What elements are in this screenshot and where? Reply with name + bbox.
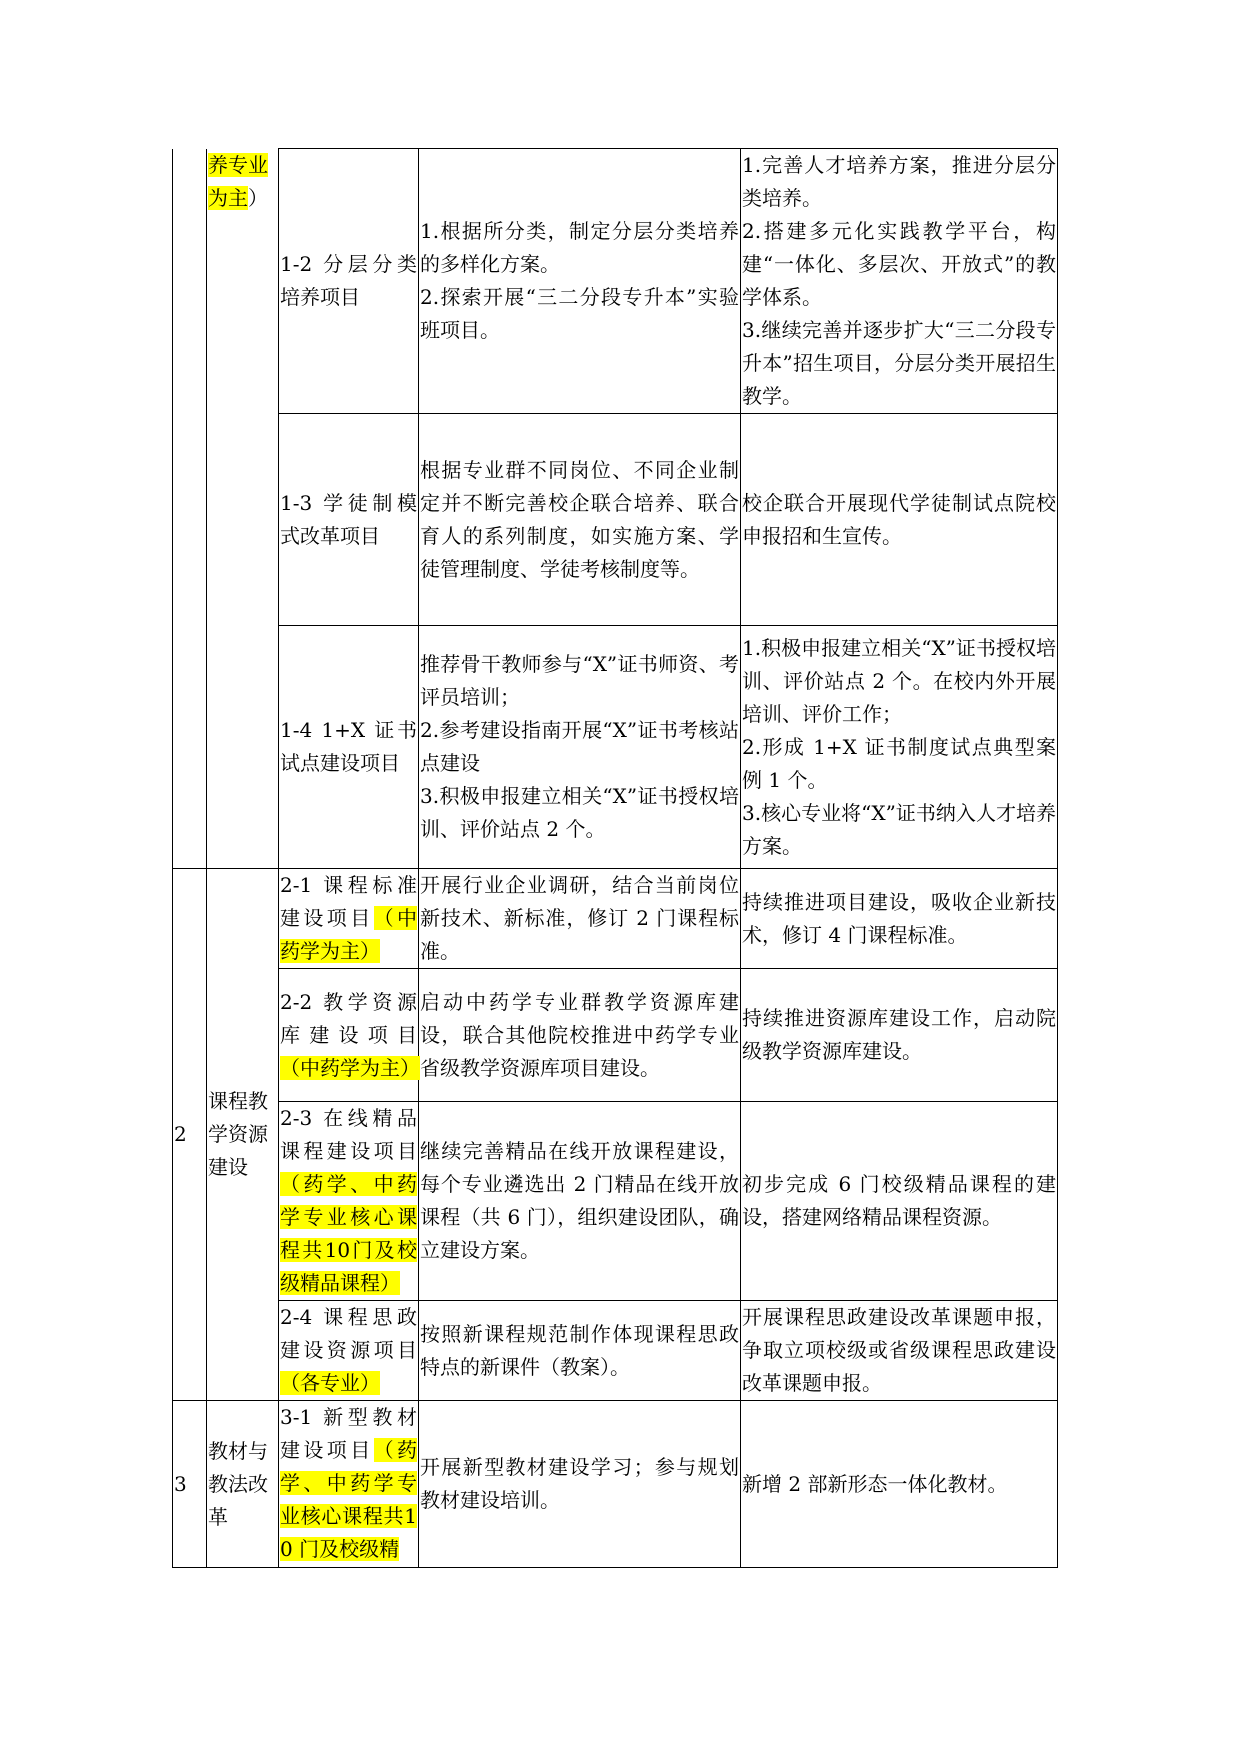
category-cell (207, 149, 279, 869)
table-row (173, 869, 1058, 969)
plan-2022-cell: 校企联合开展现代学徒制试点院校申报招和生宣传。 (741, 414, 1058, 626)
plan-2021-cell: 1.根据所分类，制定分层分类培养的多样化方案。 2.探索开展“三二分段专升本”实验班项目。 (419, 149, 741, 414)
table-row (173, 149, 1058, 414)
table-row (173, 626, 1058, 869)
plan-2022-cell: 新增 2 部新形态一体化教材。 (741, 1401, 1058, 1568)
project-scope-highlight: （中药学为主） (280, 906, 418, 963)
project-cell: 1-3 学徒制模式改革项目 (279, 414, 419, 626)
plan-2021-cell: 开展行业企业调研，结合当前岗位新技术、新标准，修订 2 门课程标准。 (419, 869, 741, 969)
plan-2021-cell: 按照新课程规范制作体现课程思政特点的新课件（教案）。 (419, 1301, 741, 1401)
project-cell: 1-2 分层分类培养项目 (279, 149, 419, 414)
category-highlight: 养专业为主 (208, 152, 268, 210)
plan-2022-cell: 持续推进项目建设，吸收企业新技术，修订 4 门课程标准。 (741, 869, 1058, 969)
plan-2022-cell: 1.积极申报建立相关“X”证书授权培训、评价站点 2 个。在校内外开展培训、评价工作； 2.形成 1+X 证书制度试点典型案例 1 个。 3.核心专业将“X”证书纳入人才培养方案。 (741, 626, 1058, 869)
plan-2021-cell: 继续完善精品在线开放课程建设，每个专业遴选出 2 门精品在线开放课程（共 6 门），组织建设团队，确立建设方案。 (419, 1102, 741, 1301)
category-text: ） (248, 185, 268, 210)
project-scope-highlight: （中药学为主） (280, 1055, 420, 1080)
row-number-cell: 3 (173, 1401, 207, 1568)
project-cell: 3-1 新型教材建设项目（药学、中药学专业核心课程共10 门及校级精 (279, 1401, 419, 1568)
plan-2022-cell: 开展课程思政建设改革课题申报，争取立项校级或省级课程思政建设改革课题申报。 (741, 1301, 1058, 1401)
category-cell: 教材与教法改革 (207, 1401, 279, 1568)
project-scope-highlight: （各专业） (280, 1371, 380, 1395)
project-scope-highlight: （药学、中药学专业核心课程共10 门及校级精 (280, 1438, 418, 1561)
plan-2022-cell: 初步完成 6 门校级精品课程的建设，搭建网络精品课程资源。 (741, 1102, 1058, 1301)
plan-2021-cell: 根据专业群不同岗位、不同企业制定并不断完善校企联合培养、联合育人的系列制度，如实施方案、学徒管理制度、学徒考核制度等。 (419, 414, 741, 626)
table-row (173, 1301, 1058, 1401)
project-cell: 2-3 在线精品课程建设项目（药学、中药学专业核心课程共10门及校级精品课程） (279, 1102, 419, 1301)
construction-plan-table (172, 148, 1058, 1568)
plan-2021-cell: 推荐骨干教师参与“X”证书师资、考评员培训； 2.参考建设指南开展“X”证书考核站点建设 3.积极申报建立相关“X”证书授权培训、评价站点 2 个。 (419, 626, 741, 869)
project-cell: 2-4 课程思政建设资源项目（各专业） (279, 1301, 419, 1401)
table-row (173, 414, 1058, 626)
plan-2022-cell: 1.完善人才培养方案，推进分层分类培养。 2.搭建多元化实践教学平台，构建“一体化、多层次、开放式”的教学体系。 3.继续完善并逐步扩大“三二分段专升本”招生项目，分层分类开展招生教学。 (741, 149, 1058, 414)
table-row (173, 1401, 1058, 1568)
plan-2022-cell: 持续推进资源库建设工作，启动院级教学资源库建设。 (741, 969, 1058, 1102)
row-number-cell (173, 149, 207, 869)
row-number-cell: 2 (173, 869, 207, 1401)
project-cell: 2-1 课程标准建设项目（中药学为主） (279, 869, 419, 969)
table-row (173, 969, 1058, 1102)
plan-2021-cell: 开展新型教材建设学习；参与规划教材建设培训。 (419, 1401, 741, 1568)
project-scope-highlight: （药学、中药学专业核心课程共10门及校级精品课程） (280, 1172, 417, 1295)
table-row (173, 1102, 1058, 1301)
plan-2021-cell: 启动中药学专业群教学资源库建设，联合其他院校推进中药学专业省级教学资源库项目建设。 (419, 969, 741, 1102)
project-cell: 1-4 1+X 证书试点建设项目 (279, 626, 419, 869)
category-cell: 课程教学资源建设 (207, 869, 279, 1401)
project-cell: 2-2 教学资源库建设项目（中药学为主） (279, 969, 419, 1102)
